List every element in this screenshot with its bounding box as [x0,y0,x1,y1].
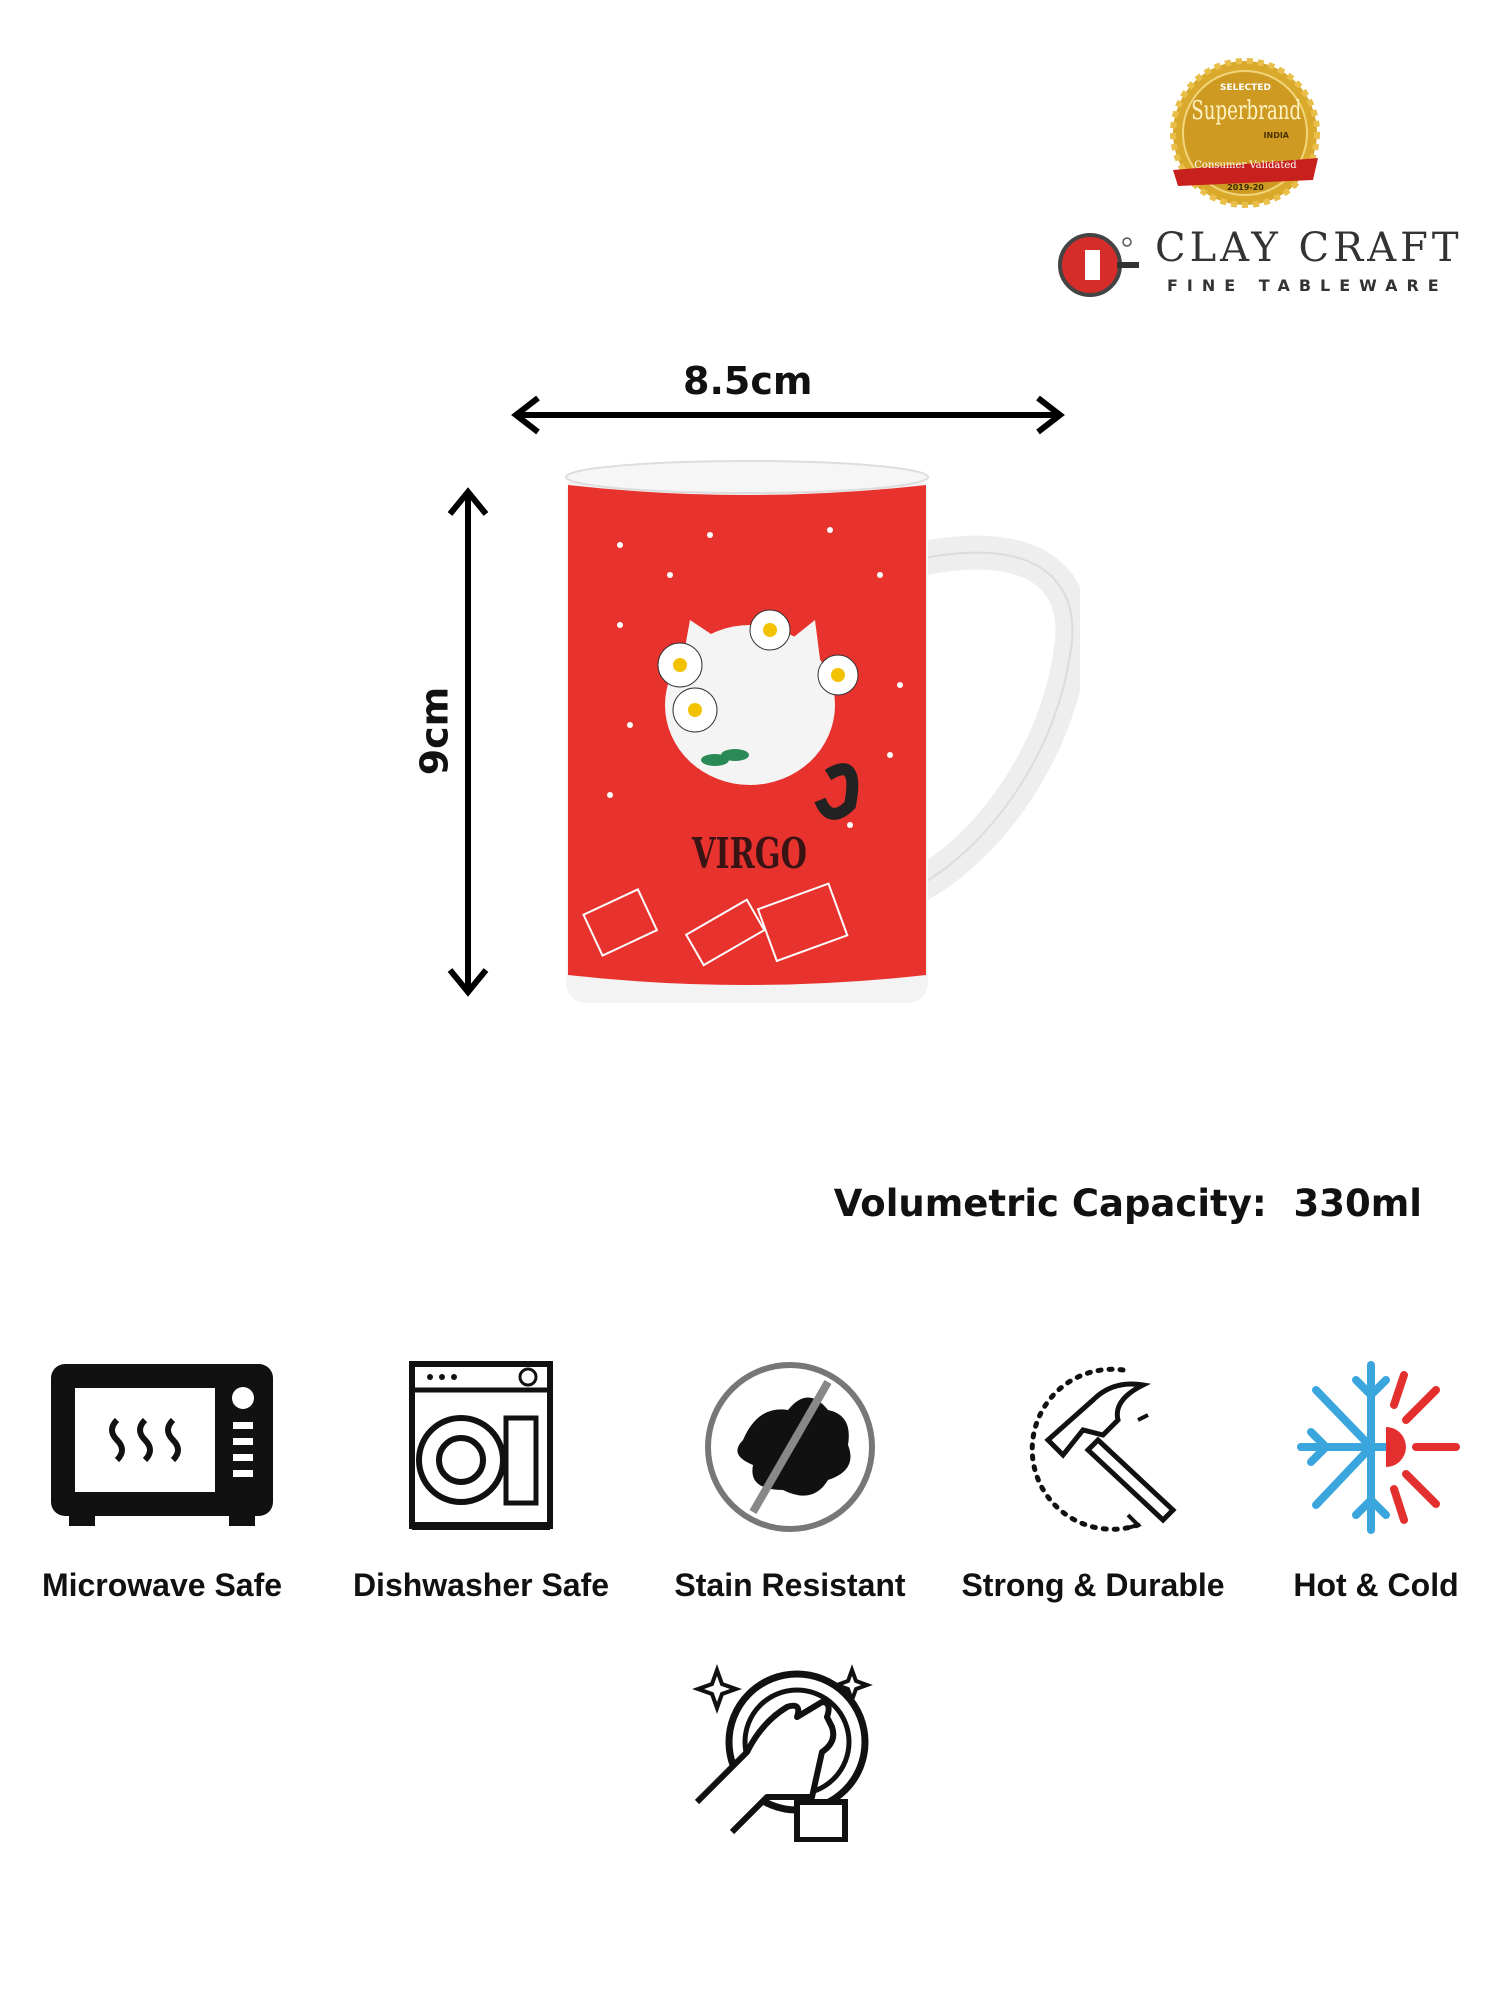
feature-strong-durable [943,1360,1243,1604]
feature-label: Strong & Durable [961,1567,1225,1603]
badge-selected: SELECTED [1220,83,1271,93]
superbrand-badge [1168,58,1323,213]
clay-craft-logo [1055,225,1463,300]
capacity-value: 330ml [1293,1182,1422,1225]
feature-label: Hot & Cold [1293,1567,1459,1603]
snowflake-sun-icon [1286,1360,1466,1535]
width-arrow [508,394,1068,436]
feature-stain-resistant [640,1360,940,1604]
capacity-text [834,1182,1422,1225]
feature-hot-cold [1226,1360,1500,1604]
badge-superbrand: Superbrand [1191,96,1302,126]
feature-dishwasher [331,1360,631,1604]
feature-label: Stain Resistant [674,1567,906,1603]
brand-name: CLAY CRAFT [1155,225,1463,271]
hammer-icon [1003,1360,1183,1535]
badge-ribbon: Consumer Validated [1194,160,1297,171]
capacity-label: Volumetric Capacity: [833,1182,1267,1225]
width-label: 8.5cm [683,359,813,403]
microwave-icon [47,1360,277,1535]
brand-tagline: FINE TABLEWARE [1167,276,1448,295]
feature-label: Microwave Safe [41,1567,283,1603]
mug-sign-text: VIRGO [692,829,807,878]
no-stain-icon [703,1360,878,1535]
badge-country: INDIA [1263,131,1289,140]
hand-wash-icon [692,1652,882,1842]
feature-microwave [12,1360,312,1604]
dishwasher-icon [406,1360,556,1535]
badge-year: 2019-20 [1227,183,1264,192]
mug-image [560,455,1080,1015]
feature-label: Dishwasher Safe [352,1567,610,1603]
height-label: 9cm [412,686,457,776]
